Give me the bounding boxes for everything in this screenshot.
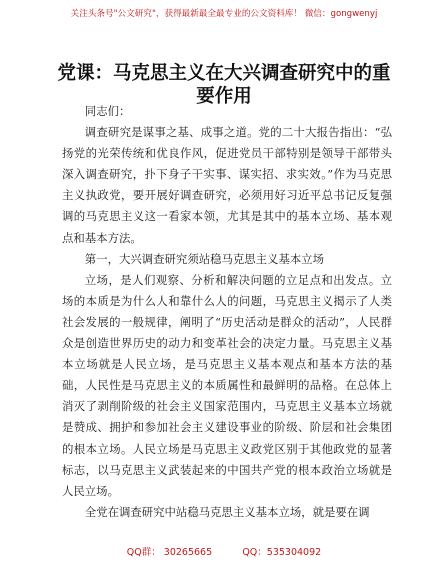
header-promo-note: 关注头条号"公文研究"，获得最新最全最专业的公文资料库！ 微信：gongwenyj: [70, 9, 378, 19]
paragraph-intro: 调查研究是谋事之基、成事之道。党的二十大报告指出：“弘扬党的光荣传统和优良作风，促进党员干部特别是领导干部带头深入调查研究，扑下身子干实事、谋实招、求实效。”作为马克思主义执政党，要开展好调查研究，必须用好习近平总书记反复强调的马克思主义这一看家本领，尤其是其中的基本立场、基本观点和基本方法。: [62, 125, 392, 245]
paragraph-continuation: 全党在调查研究中站稳马克思主义基本立场，就是要在调: [84, 504, 370, 519]
document-body: [62, 101, 392, 523]
salutation: 同志们：: [84, 104, 131, 118]
document-title: 党课：马克思主义在大兴调查研究中的重要作用: [57, 63, 391, 108]
section-heading-first: 第一，大兴调查研究须站稳马克思主义基本立场: [84, 251, 325, 266]
footer-contact-note: QQ群： 30265665 QQ：535304092: [126, 547, 322, 558]
paragraph-standpoint: 立场，是人们观察、分析和解决问题的立足点和出发点。立场的本质是为什么人和靠什么人的问题，马克思主义揭示了人类社会发展的一般规律，阐明了“历史活动是群众的活动”，人民群众是创造世界历史的动力和变革社会的决定力量。马克思主义基本立场就是人民立场，是马克思主义基本观点和基本方法的基础，人民性是马克思主义的本质属性和最鲜明的品格。在总体上消灭了剥削阶级的社会主义国家范围内，马克思主义基本立场就是赞成、拥护和参加社会主义建设事业的阶级、阶层和社会集团的根本立场。人民立场是马克思主义政党区别于其他政党的显著标志，以马克思主义武装起来的中国共产党的根本政治立场就是人民立场。: [62, 272, 392, 498]
